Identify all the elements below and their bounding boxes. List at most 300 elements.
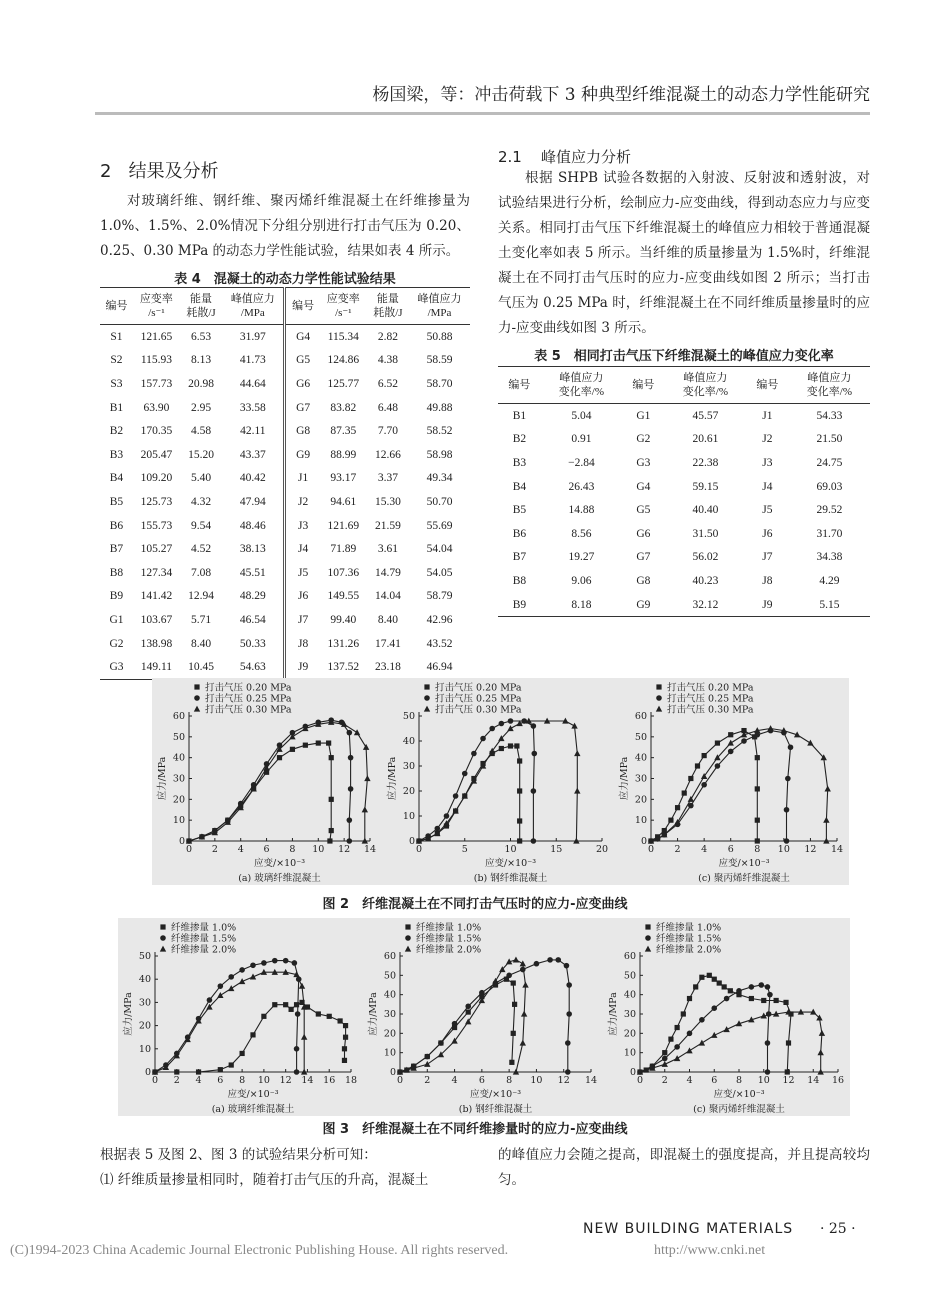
data-point (774, 998, 779, 1003)
y-tick-label: 60 (634, 711, 647, 722)
y-tick-label: 50 (138, 951, 151, 962)
x-tick-label: 8 (289, 844, 296, 855)
y-tick-label: 30 (138, 997, 151, 1009)
table-cell: J4 (762, 480, 773, 493)
data-point (517, 758, 522, 763)
table-row (100, 443, 470, 467)
table-cell: 49.88 (426, 401, 453, 414)
subsection-number: 2.1 (498, 148, 522, 166)
series-triangle (186, 719, 371, 844)
y-tick-label: 60 (172, 711, 185, 722)
data-point (788, 744, 794, 750)
table-cell: 6.48 (377, 401, 398, 414)
data-point (674, 1055, 680, 1061)
data-point (289, 1007, 294, 1012)
table-header-cell: 能量 耗散/J (180, 288, 222, 325)
y-tick-label: 30 (383, 1009, 396, 1020)
table-cell: 24.75 (816, 456, 843, 469)
data-point (272, 958, 278, 964)
table-cell: 63.90 (143, 401, 170, 414)
y-tick-label: 50 (172, 731, 185, 743)
table-row (498, 428, 870, 452)
table-cell: J9 (285, 655, 320, 679)
data-point (728, 740, 734, 746)
table-cell: G9 (622, 593, 665, 617)
y-tick-label: 50 (383, 970, 396, 982)
data-point (507, 725, 513, 731)
table-cell: S3 (110, 377, 123, 390)
x-tick-label: 12 (557, 1075, 570, 1086)
table-cell: G4 (636, 480, 651, 493)
figure2b-chart (382, 678, 614, 885)
x-tick-label: 4 (686, 1075, 693, 1086)
data-point (825, 786, 831, 792)
table-cell: 205.47 (140, 448, 173, 461)
data-point (326, 740, 331, 745)
data-point (566, 1011, 572, 1017)
y-tick-label: 30 (402, 761, 415, 772)
legend-label: 纤维掺量 2.0% (416, 944, 482, 956)
y-tick-label: 20 (623, 1028, 636, 1040)
y-tick-label: 0 (408, 836, 415, 847)
y-tick-label: 60 (623, 951, 636, 962)
data-point (465, 1003, 471, 1009)
data-point (295, 1011, 301, 1017)
table-cell: 31.50 (692, 527, 719, 540)
section-title: 结果及分析 (128, 161, 219, 182)
legend-marker (424, 695, 430, 701)
table-cell: J1 (285, 467, 320, 491)
legend-marker (405, 935, 411, 941)
y-tick-label: 10 (138, 1043, 151, 1055)
table-cell: J8 (762, 574, 773, 587)
x-tick-label: 14 (807, 1075, 820, 1086)
table-cell: 10.45 (180, 655, 222, 679)
data-point (228, 974, 234, 980)
data-point (681, 1011, 686, 1016)
data-point (701, 782, 707, 788)
table-cell: 170.35 (140, 425, 173, 438)
y-tick-label: 0 (389, 1067, 396, 1078)
x-tick-label: 12 (782, 1075, 795, 1086)
table-row (498, 475, 870, 499)
table-cell: 12.66 (374, 448, 401, 461)
y-tick-label: 30 (623, 1009, 636, 1020)
table-cell: 48.46 (239, 519, 266, 532)
data-point (547, 957, 553, 963)
table-cell: 56.02 (692, 551, 719, 564)
y-tick-label: 30 (634, 773, 647, 785)
table-cell: 107.36 (327, 566, 360, 579)
legend-marker (405, 924, 410, 929)
table-cell: G2 (636, 433, 651, 446)
table-cell: 50.70 (426, 495, 453, 508)
data-point (674, 1044, 680, 1050)
page-number: · 25 · (820, 1221, 856, 1237)
table-cell: 105.27 (140, 543, 173, 556)
table-row (498, 404, 870, 428)
y-tick-label: 0 (629, 1067, 636, 1078)
table-cell: 22.38 (692, 456, 719, 469)
x-tick-label: 14 (301, 1075, 314, 1086)
data-point (675, 1025, 680, 1030)
table-row (100, 537, 470, 561)
table-cell: 5.40 (190, 472, 212, 485)
table-cell: S1 (110, 330, 123, 343)
table-cell: 17.41 (374, 637, 401, 650)
table-cell: G7 (636, 551, 651, 564)
table-cell: 109.20 (140, 472, 173, 485)
table-row (498, 593, 870, 617)
legend-label: 打击气压 0.20 MPa (435, 682, 522, 694)
y-tick-label: 20 (402, 786, 415, 797)
data-point (327, 838, 332, 843)
y-tick-label: 40 (138, 974, 151, 986)
data-point (338, 1018, 343, 1023)
table-header-cell: 编号 (498, 367, 541, 404)
data-point (424, 1061, 430, 1067)
table-row (100, 585, 470, 609)
table-cell: B3 (512, 456, 527, 469)
data-point (479, 990, 485, 996)
data-point (531, 838, 537, 844)
table-cell: 34.38 (816, 551, 843, 564)
legend-marker (656, 684, 661, 689)
y-tick-label: 10 (623, 1047, 636, 1059)
data-point (343, 1023, 348, 1028)
chart-subtitle: (c) 聚丙烯纤维混凝土 (698, 873, 790, 884)
y-axis-label: 应力/MPa (608, 992, 619, 1036)
table-cell: G2 (109, 637, 124, 650)
chart-subtitle: (a) 玻璃纤维混凝土 (238, 873, 321, 884)
table-row (498, 522, 870, 546)
table-row (100, 608, 470, 632)
table-cell: 45.57 (692, 409, 719, 422)
table-cell: 46.94 (409, 655, 470, 679)
series-circle (416, 718, 537, 844)
table-cell: J9 (746, 593, 789, 617)
table-cell: 33.58 (239, 401, 266, 414)
table-header-cell: 编号 (622, 367, 665, 404)
x-tick-label: 2 (661, 1075, 668, 1086)
y-axis-label: 应力/MPa (619, 756, 630, 801)
data-point (520, 1040, 526, 1046)
table-cell: G1 (636, 409, 651, 422)
data-point (283, 1002, 288, 1007)
legend-marker (645, 935, 651, 941)
data-point (566, 982, 572, 988)
table-cell: 0.91 (571, 433, 592, 446)
data-point (292, 960, 298, 966)
subsection-title: 峰值应力分析 (540, 148, 631, 166)
data-point (687, 1031, 693, 1037)
table-cell: G5 (636, 504, 651, 517)
y-tick-label: 10 (634, 815, 647, 827)
data-point (347, 838, 353, 844)
table-cell: 155.73 (140, 519, 173, 532)
legend-marker (645, 946, 651, 952)
legend-marker (656, 695, 662, 701)
table5-caption: 表 5 相同打击气压下纤维混凝土的峰值应力变化率 (534, 349, 834, 364)
data-point (715, 740, 720, 745)
table-cell: J6 (285, 585, 320, 609)
x-tick-label: 15 (550, 844, 563, 855)
data-point (294, 1046, 300, 1052)
x-axis-label: 应变/×10⁻³ (227, 1089, 279, 1100)
copyright-notice: (C)1994-2023 China Academic Journal Electronic Publishing House. All rights reserved. (10, 1243, 509, 1258)
series-line (189, 722, 367, 841)
table-row (100, 419, 470, 443)
x-axis-label: 应变/×10⁻³ (469, 1089, 522, 1100)
series-square (416, 743, 522, 843)
series-line (651, 731, 791, 841)
footer-journal: NEW BUILDING MATERIALS (583, 1221, 794, 1237)
table-cell: 115.93 (140, 354, 173, 367)
data-point (817, 1049, 823, 1055)
x-tick-label: 10 (312, 844, 325, 855)
copyright-url[interactable]: http://www.cnki.net (654, 1243, 766, 1258)
table-cell: 40.42 (239, 472, 266, 485)
table-cell: 4.32 (190, 495, 212, 508)
table-cell: 20.61 (692, 433, 719, 446)
table-cell: 9.06 (571, 574, 592, 587)
data-point (272, 1002, 277, 1007)
data-point (508, 718, 514, 724)
data-point (471, 751, 477, 757)
table-cell: B8 (512, 574, 527, 587)
data-point (662, 1050, 667, 1055)
legend-marker (160, 946, 166, 952)
table-cell: G3 (636, 456, 651, 469)
table-header-cell: 峰值应力 变化率/% (789, 367, 870, 404)
table-cell: 127.34 (140, 566, 173, 579)
table-cell: 121.69 (327, 519, 360, 532)
y-tick-label: 20 (172, 794, 185, 806)
x-tick-label: 8 (506, 1075, 513, 1086)
x-tick-label: 12 (338, 844, 351, 855)
data-point (736, 988, 742, 994)
data-point (728, 988, 733, 993)
table-cell: B4 (109, 472, 124, 485)
table-cell: 40.40 (692, 504, 719, 517)
table-cell: B6 (109, 519, 124, 532)
table-cell: 124.86 (327, 354, 360, 367)
running-head: 杨国梁，等：冲击荷载下 3 种典型纤维混凝土的动态力学性能研究 (372, 85, 870, 105)
data-point (512, 1002, 517, 1007)
data-point (741, 738, 747, 744)
table-cell: 43.37 (239, 448, 266, 461)
data-point (755, 818, 760, 823)
table-header-cell: 峰值应力 /MPa (222, 288, 285, 325)
table-cell: 7.08 (190, 566, 212, 579)
chart-subtitle: (b) 钢纤维混凝土 (473, 873, 548, 884)
legend-label: 纤维掺量 1.0% (416, 922, 482, 934)
data-point (508, 743, 513, 748)
figure2c-chart (614, 678, 849, 885)
data-point (347, 817, 353, 823)
data-point (823, 817, 829, 823)
data-point (316, 740, 321, 745)
x-tick-label: 10 (530, 1075, 543, 1086)
table-row (498, 569, 870, 593)
data-point (239, 967, 245, 973)
table-cell: 14.88 (568, 504, 595, 517)
table-header-cell: 能量 耗散/J (367, 288, 409, 325)
x-tick-label: 2 (211, 844, 218, 855)
table-cell: 54.63 (222, 655, 285, 679)
data-point (362, 806, 368, 812)
data-point (675, 805, 680, 810)
table-cell: B5 (512, 504, 527, 517)
table-cell: 58.59 (426, 354, 453, 367)
x-tick-label: 2 (424, 1075, 431, 1086)
table-cell: G1 (109, 613, 124, 626)
table-cell: J4 (285, 537, 320, 561)
data-point (489, 726, 495, 732)
legend-label: 纤维掺量 1.0% (656, 922, 722, 934)
legend-marker (424, 706, 430, 712)
y-axis-label: 应力/MPa (387, 756, 398, 801)
data-point (480, 736, 486, 742)
data-point (564, 963, 570, 969)
x-tick-label: 6 (217, 1075, 224, 1086)
series-line (419, 721, 534, 841)
legend-marker (645, 924, 650, 929)
x-axis-label: 应变/×10⁻³ (713, 1089, 765, 1100)
y-tick-label: 0 (144, 1067, 151, 1078)
table-cell: 14.04 (374, 590, 401, 603)
table-cell: 4.29 (819, 574, 840, 587)
table-cell: J2 (762, 433, 773, 446)
table-cell: J6 (762, 527, 773, 540)
table-cell: 9.54 (190, 519, 212, 532)
data-point (761, 998, 766, 1003)
table-cell: J1 (762, 409, 773, 422)
x-tick-label: 8 (754, 844, 761, 855)
series-square (186, 740, 333, 843)
table-cell: 42.96 (426, 613, 453, 626)
data-point (509, 1060, 514, 1065)
x-tick-label: 0 (415, 844, 423, 855)
x-tick-label: 10 (757, 1075, 770, 1086)
table-cell: 49.34 (426, 472, 453, 485)
x-tick-label: 2 (674, 844, 681, 855)
table-cell: 93.17 (330, 472, 357, 485)
table-cell: 138.98 (140, 637, 173, 650)
data-point (511, 1031, 516, 1036)
legend-marker (160, 924, 165, 929)
table-cell: 42.11 (240, 425, 266, 438)
data-point (767, 992, 773, 998)
data-point (363, 744, 369, 750)
table-header-cell: 编号 (100, 288, 133, 325)
table-header-cell: 峰值应力 变化率/% (541, 367, 622, 404)
table-cell: J5 (762, 504, 773, 517)
table5 (498, 366, 870, 617)
table-row (100, 655, 470, 679)
series-line (419, 746, 520, 841)
data-point (807, 740, 813, 746)
legend-label: 打击气压 0.20 MPa (205, 682, 292, 694)
table-cell: 6.52 (377, 377, 398, 390)
legend-label: 打击气压 0.30 MPa (435, 704, 522, 716)
x-tick-label: 2 (173, 1075, 180, 1086)
data-point (283, 958, 289, 964)
conclusion-left (100, 1143, 475, 1193)
data-point (728, 732, 733, 737)
x-tick-label: 0 (636, 1075, 644, 1086)
data-point (531, 723, 537, 729)
x-tick-label: 20 (595, 844, 609, 855)
data-point (348, 786, 354, 792)
table-header-cell: 峰值应力 /MPa (409, 288, 470, 325)
data-point (342, 1058, 347, 1063)
data-point (749, 984, 755, 990)
data-point (520, 960, 526, 966)
data-point (517, 788, 522, 793)
data-point (424, 1054, 430, 1060)
series-circle (648, 728, 793, 844)
data-point (786, 1040, 791, 1045)
table-cell: 8.18 (541, 593, 622, 617)
data-point (784, 838, 790, 844)
table-cell: 43.52 (426, 637, 453, 650)
y-tick-label: 50 (634, 731, 647, 743)
data-point (329, 797, 334, 802)
table-cell: 141.42 (140, 590, 173, 603)
table-cell: 8.40 (190, 637, 212, 650)
table4-caption: 表 4 混凝土的动态力学性能试验结果 (174, 272, 396, 287)
data-point (662, 1056, 668, 1062)
x-tick-label: 16 (831, 1075, 845, 1086)
table-cell: 5.15 (789, 593, 870, 617)
table-cell: B6 (512, 527, 527, 540)
series-circle (186, 717, 353, 843)
x-tick-label: 4 (195, 1075, 202, 1086)
table-cell: 131.26 (327, 637, 360, 650)
data-point (785, 776, 791, 782)
table-cell: 87.35 (330, 425, 357, 438)
data-point (174, 1069, 179, 1074)
data-point (465, 1018, 471, 1024)
data-point (785, 1069, 790, 1074)
series-line (419, 721, 577, 841)
table-cell: 15.20 (188, 448, 214, 461)
x-tick-label: 16 (323, 1075, 336, 1086)
table-cell: B1 (512, 409, 527, 422)
data-point (715, 763, 721, 769)
data-point (711, 1005, 717, 1011)
table-cell: 157.73 (140, 377, 173, 390)
table-cell: 125.77 (327, 377, 360, 390)
legend-marker (405, 946, 411, 952)
table-cell: 7.70 (377, 425, 398, 438)
x-tick-label: 14 (584, 1075, 598, 1086)
legend-marker (194, 695, 200, 701)
table-cell: 15.30 (374, 495, 401, 508)
series-triangle (152, 969, 308, 1075)
table-cell: 31.97 (239, 330, 266, 343)
series-circle (397, 957, 572, 1075)
table-cell: 54.05 (426, 566, 453, 579)
table-cell: 40.23 (692, 574, 719, 587)
data-point (707, 973, 712, 978)
x-tick-label: 8 (735, 1075, 743, 1086)
table-cell: G8 (636, 574, 651, 587)
data-point (688, 776, 693, 781)
data-point (534, 961, 540, 967)
data-point (499, 721, 505, 727)
